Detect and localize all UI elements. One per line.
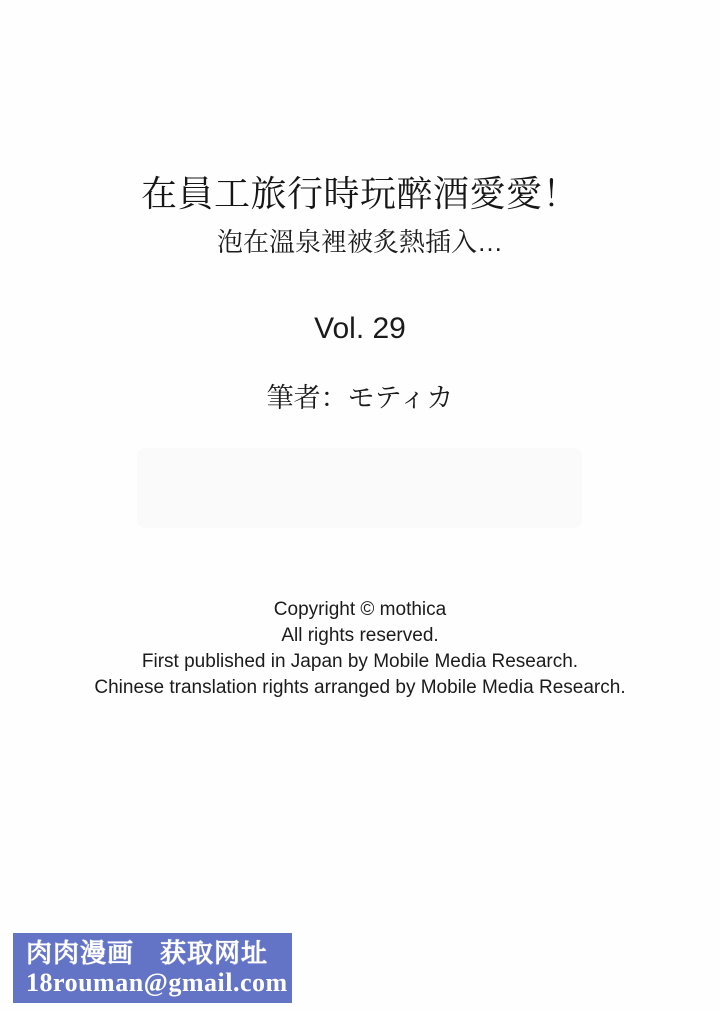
watermark-site-label: 获取网址 <box>160 938 269 968</box>
copyright-line: All rights reserved. <box>281 625 439 646</box>
copyright-line: Copyright © mothica <box>273 599 447 620</box>
volume-label: Vol. 29 <box>314 312 406 345</box>
faded-watermark-area <box>137 448 582 528</box>
page-subtitle: 泡在溫泉裡被炙熱插入… <box>216 227 503 257</box>
copyright-line: First published in Japan by Mobile Media Research. <box>141 651 579 672</box>
watermark-banner <box>13 933 292 1003</box>
page-title: 在員工旅行時玩醉酒愛愛！ <box>140 173 579 214</box>
watermark-site-name: 肉肉漫画 <box>26 938 135 968</box>
watermark-site-line <box>26 938 292 968</box>
copyright-line: Chinese translation rights arranged by Mobile Media Research. <box>94 677 626 698</box>
copyright-block <box>0 597 720 701</box>
author-line: 筆者：モティカ <box>266 383 454 413</box>
watermark-email: 18rouman@gmail.com <box>26 968 288 997</box>
